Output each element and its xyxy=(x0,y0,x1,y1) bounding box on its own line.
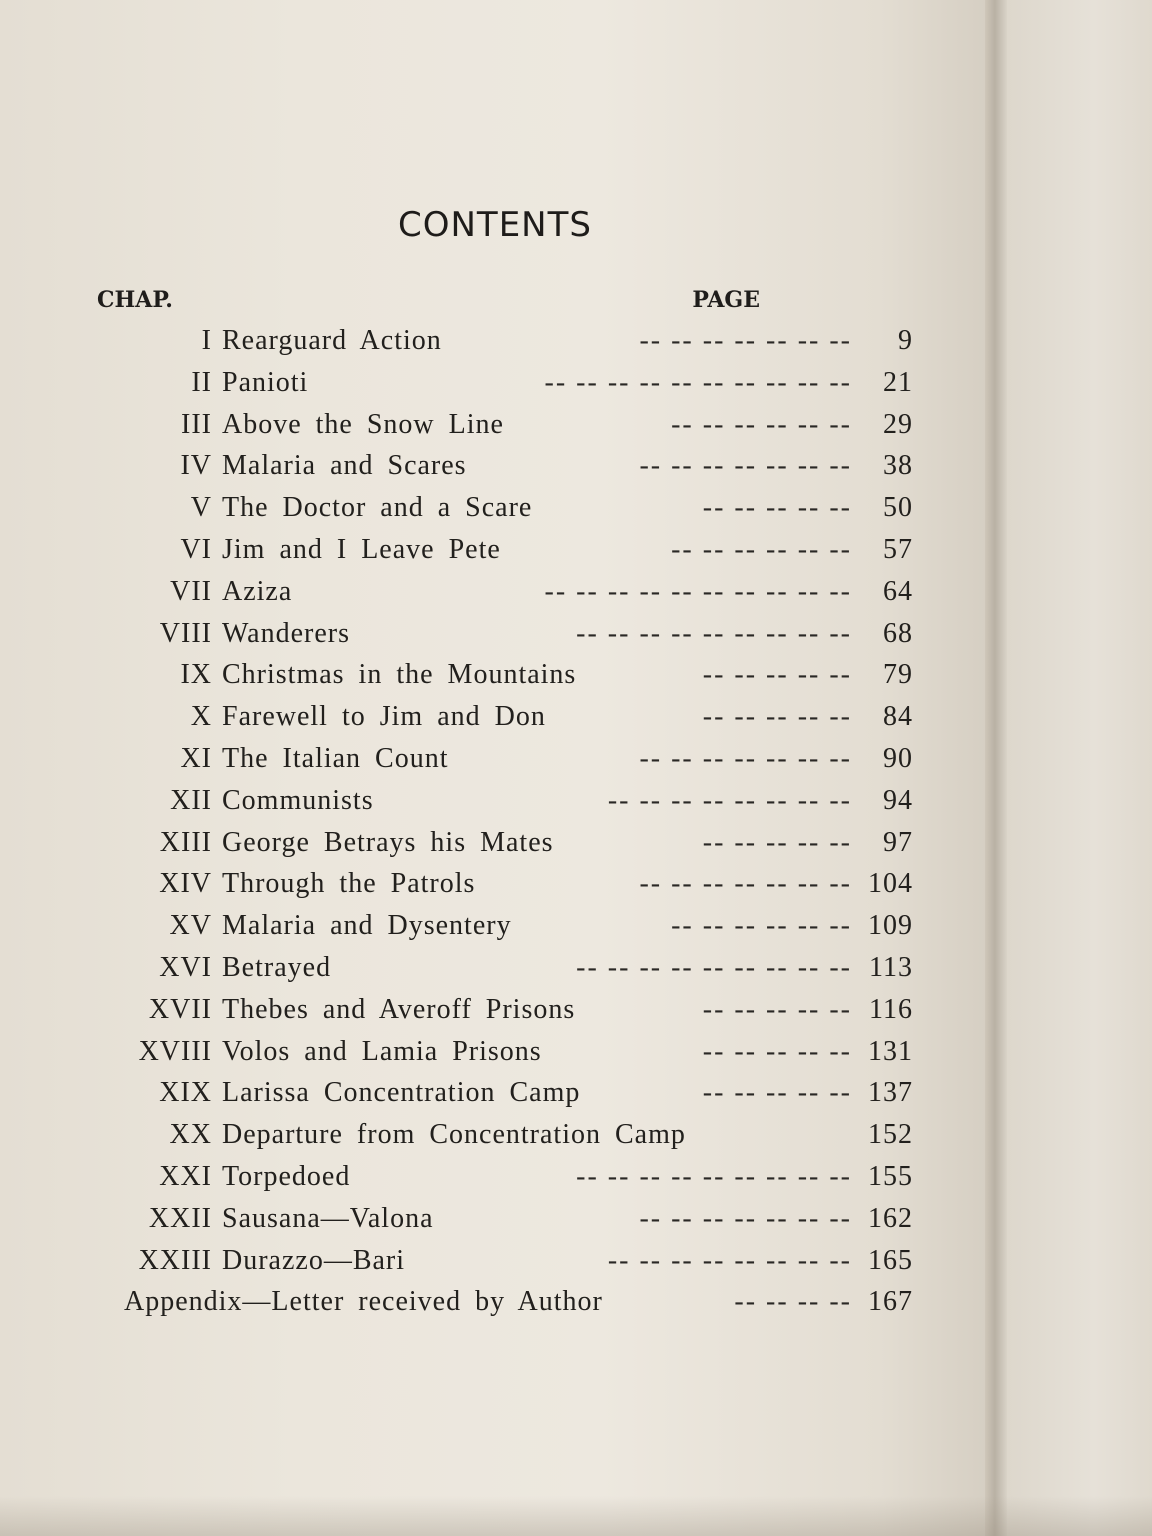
toc-row xyxy=(0,908,1000,950)
toc-row xyxy=(0,448,1000,490)
toc-row xyxy=(0,699,1000,741)
chapter-number: IV xyxy=(180,450,212,482)
leader-dots: -- -- -- -- -- xyxy=(702,1077,852,1109)
page-number: 94 xyxy=(883,784,913,816)
leader-dots: -- -- -- -- xyxy=(734,1286,852,1318)
leader-dots: -- -- -- -- -- -- -- xyxy=(639,742,852,774)
toc-row xyxy=(0,490,1000,532)
page-number: 38 xyxy=(883,450,913,482)
page-number: 21 xyxy=(883,366,913,398)
chapter-title: Torpedoed xyxy=(222,1160,351,1192)
page-column-header: PAGE xyxy=(692,287,760,313)
chapter-title: George Betrays his Mates xyxy=(222,826,554,858)
page-title: CONTENTS xyxy=(398,205,592,245)
leader-dots: -- -- -- -- -- -- -- xyxy=(639,450,852,482)
leader-dots: -- -- -- -- -- -- -- -- xyxy=(607,784,852,816)
chapter-number: III xyxy=(181,408,212,440)
leader-dots: -- -- -- -- -- -- -- xyxy=(639,1202,852,1234)
leader-dots: -- -- -- -- -- xyxy=(702,826,852,858)
toc-row xyxy=(0,1243,1000,1285)
leader-dots: -- -- -- -- -- -- xyxy=(671,533,852,565)
chapter-number: XIII xyxy=(159,826,212,858)
leader-dots: -- -- -- -- -- -- -- -- -- xyxy=(576,617,852,649)
chapter-title: Departure from Concentration Camp xyxy=(222,1119,686,1151)
page-number: 109 xyxy=(868,910,913,942)
chapter-title: Aziza xyxy=(222,575,293,607)
page-number: 116 xyxy=(869,993,913,1025)
table-of-contents xyxy=(0,323,1000,1326)
toc-row xyxy=(0,657,1000,699)
chapter-column-header: CHAP. xyxy=(97,287,173,313)
page-number: 162 xyxy=(868,1202,913,1234)
chapter-title: Panioti xyxy=(222,366,309,398)
appendix-title: Appendix—Letter received by Author xyxy=(124,1286,603,1318)
chapter-title: Communists xyxy=(222,784,374,816)
page-number: 137 xyxy=(868,1077,913,1109)
chapter-title: Volos and Lamia Prisons xyxy=(222,1035,542,1067)
chapter-number: XVIII xyxy=(138,1035,212,1067)
leader-dots: -- -- -- -- -- -- xyxy=(671,408,852,440)
toc-row-appendix xyxy=(0,1284,1000,1326)
page-number: 97 xyxy=(883,826,913,858)
chapter-number: V xyxy=(190,492,212,524)
chapter-number: XXII xyxy=(148,1202,212,1234)
leader-dots: -- -- -- -- -- -- -- -- -- -- xyxy=(544,366,852,398)
chapter-title: Through the Patrols xyxy=(222,868,476,900)
chapter-number: X xyxy=(190,701,212,733)
toc-row xyxy=(0,992,1000,1034)
toc-row xyxy=(0,741,1000,783)
page-number: 90 xyxy=(883,742,913,774)
leader-dots: -- -- -- -- -- -- -- -- xyxy=(607,1244,852,1276)
chapter-number: XXIII xyxy=(138,1244,212,1276)
page-number: 9 xyxy=(898,325,913,356)
toc-row xyxy=(0,1201,1000,1243)
leader-dots: -- -- -- -- -- -- -- -- -- -- xyxy=(544,575,852,607)
leader-dots: -- -- -- -- -- -- xyxy=(671,910,852,942)
page-number: 167 xyxy=(868,1286,913,1318)
page-number: 57 xyxy=(883,533,913,565)
chapter-title: Durazzo—Bari xyxy=(222,1244,406,1276)
page-number: 84 xyxy=(883,701,913,733)
leader-dots: -- -- -- -- -- -- -- xyxy=(639,325,852,356)
chapter-title: Larissa Concentration Camp xyxy=(222,1077,581,1109)
page-number: 29 xyxy=(883,408,913,440)
chapter-title: Malaria and Dysentery xyxy=(222,910,512,942)
chapter-title: Christmas in the Mountains xyxy=(222,659,577,691)
book-gutter xyxy=(985,0,1007,1536)
toc-row xyxy=(0,950,1000,992)
chapter-title: The Italian Count xyxy=(222,742,449,774)
chapter-title: Betrayed xyxy=(222,951,332,983)
page-number: 113 xyxy=(869,951,913,983)
leader-dots: -- -- -- -- -- xyxy=(702,659,852,691)
toc-row xyxy=(0,365,1000,407)
toc-row xyxy=(0,1034,1000,1076)
page-number: 131 xyxy=(868,1035,913,1067)
toc-row xyxy=(0,574,1000,616)
chapter-title: Wanderers xyxy=(222,617,351,649)
toc-row xyxy=(0,1075,1000,1117)
chapter-number: IX xyxy=(180,659,212,691)
chapter-title: Above the Snow Line xyxy=(222,408,504,440)
leader-dots: -- -- -- -- -- -- -- -- -- xyxy=(576,1160,852,1192)
chapter-number: I xyxy=(201,325,212,356)
page-number: 68 xyxy=(883,617,913,649)
chapter-number: XV xyxy=(169,910,212,942)
chapter-number: VI xyxy=(180,533,212,565)
page-number: 104 xyxy=(868,868,913,900)
chapter-number: XII xyxy=(170,784,212,816)
chapter-title: Thebes and Averoff Prisons xyxy=(222,993,576,1025)
toc-row xyxy=(0,323,1000,365)
toc-row xyxy=(0,407,1000,449)
chapter-title: The Doctor and a Scare xyxy=(222,492,533,524)
chapter-number: XIX xyxy=(159,1077,212,1109)
leader-dots: -- -- -- -- -- xyxy=(702,1035,852,1067)
toc-row xyxy=(0,532,1000,574)
chapter-number: XVII xyxy=(148,993,212,1025)
chapter-title: Rearguard Action xyxy=(222,325,442,356)
page-number: 155 xyxy=(868,1160,913,1192)
chapter-number: XIV xyxy=(159,868,212,900)
toc-row xyxy=(0,825,1000,867)
toc-row xyxy=(0,616,1000,658)
leader-dots: -- -- -- -- -- xyxy=(702,492,852,524)
facing-page-edge xyxy=(1007,0,1152,1536)
chapter-number: XXI xyxy=(159,1160,212,1192)
page-number: 152 xyxy=(868,1119,913,1151)
chapter-title: Farewell to Jim and Don xyxy=(222,701,546,733)
chapter-number: XX xyxy=(169,1119,212,1151)
toc-row xyxy=(0,866,1000,908)
chapter-number: VII xyxy=(170,575,212,607)
leader-dots: -- -- -- -- -- xyxy=(702,993,852,1025)
chapter-number: II xyxy=(191,366,212,398)
chapter-title: Sausana—Valona xyxy=(222,1202,434,1234)
chapter-number: XI xyxy=(180,742,212,774)
chapter-title: Jim and I Leave Pete xyxy=(222,533,501,565)
chapter-number: VIII xyxy=(159,617,212,649)
page-number: 64 xyxy=(883,575,913,607)
chapter-number: XVI xyxy=(159,951,212,983)
page-number: 50 xyxy=(883,492,913,524)
page-number: 79 xyxy=(883,659,913,691)
leader-dots: -- -- -- -- -- xyxy=(702,701,852,733)
toc-row xyxy=(0,1117,1000,1159)
toc-row xyxy=(0,1159,1000,1201)
bottom-shadow xyxy=(0,1496,1152,1536)
page-number: 165 xyxy=(868,1244,913,1276)
chapter-title: Malaria and Scares xyxy=(222,450,467,482)
leader-dots: -- -- -- -- -- -- -- -- -- xyxy=(576,951,852,983)
toc-row xyxy=(0,783,1000,825)
leader-dots: -- -- -- -- -- -- -- xyxy=(639,868,852,900)
